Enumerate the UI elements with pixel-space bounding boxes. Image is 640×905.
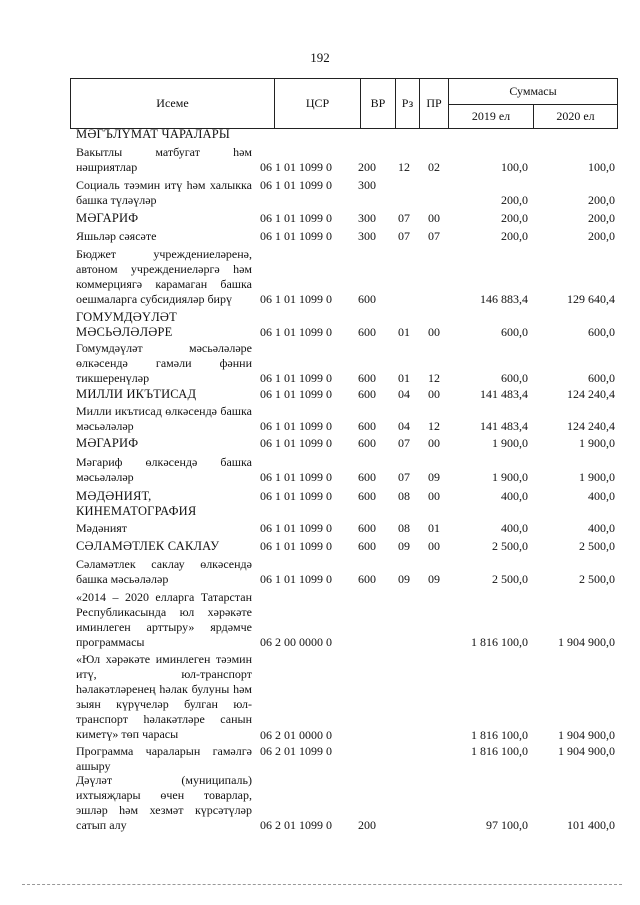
row-vr: 600 <box>358 470 376 484</box>
header-name: Исеме <box>70 78 275 129</box>
row-name: «2014 – 2020 елларга Татарстан Республикасында юл хәрәкәте иминлеген арттыру» ярдәмче программасы <box>76 590 252 649</box>
row-rz: 01 <box>398 325 410 339</box>
row-csr: 06 1 01 1099 0 <box>260 387 332 401</box>
row-name: ГОМУМДӘҮЛӘТ МӘСЬӘЛӘЛӘРЕ <box>76 310 177 339</box>
row-pr: 00 <box>428 387 440 401</box>
row-sum-2019: 141 483,4 <box>480 387 528 401</box>
row-name: Яшьләр сәясәте <box>76 229 157 243</box>
row-name: Милли икътисад өлкәсендә башка мәсьәләләр <box>76 404 252 433</box>
row-csr: 06 1 01 1099 0 <box>260 371 332 385</box>
row-sum-2019: 400,0 <box>501 521 528 535</box>
row-name: СӘЛАМӘТЛЕК САКЛАУ <box>76 539 220 553</box>
row-pr: 01 <box>428 521 440 535</box>
row-sum-2020: 2 500,0 <box>579 572 615 586</box>
row-csr: 06 1 01 1099 0 <box>260 211 332 225</box>
row-pr: 02 <box>428 160 440 174</box>
table-row <box>0 455 640 485</box>
table-row <box>0 590 640 650</box>
table-row <box>0 539 640 554</box>
row-name: МӘДӘНИЯТ, КИНЕМАТОГРАФИЯ <box>76 489 197 518</box>
row-sum-2019: 146 883,4 <box>480 292 528 306</box>
header-vr: ВР <box>360 78 396 129</box>
row-vr: 300 <box>358 211 376 225</box>
row-pr: 12 <box>428 371 440 385</box>
row-vr: 600 <box>358 436 376 450</box>
row-csr: 06 2 01 1099 0 <box>260 818 332 832</box>
row-name: МИЛЛИ ИКЪТИСАД <box>76 387 197 401</box>
header-year-2019: 2019 ел <box>448 104 534 129</box>
row-sum-2020: 600,0 <box>588 325 615 339</box>
row-rz: 04 <box>398 387 410 401</box>
row-csr: 06 1 01 1099 0 <box>260 178 332 192</box>
table-row <box>0 145 640 175</box>
row-rz: 09 <box>398 539 410 553</box>
row-name: Мәдәният <box>76 521 128 535</box>
row-name: Бюджет учреждениеләренә, автоном учреждениеләргә һәм коммерциягә карамаган башка оешмаларга субсидияләр бирү <box>76 247 252 306</box>
row-vr: 200 <box>358 160 376 174</box>
row-csr: 06 1 01 1099 0 <box>260 470 332 484</box>
row-sum-2019: 141 483,4 <box>480 419 528 433</box>
row-rz: 12 <box>398 160 410 174</box>
row-name: Вакытлы матбугат һәм нәшриятлар <box>76 145 252 174</box>
header-pr: ПР <box>419 78 449 129</box>
row-vr: 600 <box>358 572 376 586</box>
row-sum-2019: 600,0 <box>501 325 528 339</box>
row-sum-2020: 200,0 <box>588 229 615 243</box>
row-pr: 00 <box>428 539 440 553</box>
row-sum-2019: 200,0 <box>501 193 528 207</box>
table-row <box>0 211 640 226</box>
table-row <box>0 521 640 536</box>
row-csr: 06 1 01 1099 0 <box>260 419 332 433</box>
row-csr: 06 2 00 0000 0 <box>260 635 332 649</box>
row-name: Дәүләт (муниципаль) ихтыяҗлары өчен товарлар, эшләр һәм хезмәт күрсәтүләр сатып алу <box>76 773 252 832</box>
row-vr: 300 <box>358 229 376 243</box>
row-csr: 06 1 01 1099 0 <box>260 572 332 586</box>
row-rz: 07 <box>398 211 410 225</box>
row-sum-2020: 1 904 900,0 <box>558 728 615 742</box>
row-sum-2020: 129 640,4 <box>567 292 615 306</box>
header-sums: Суммасы <box>448 78 618 105</box>
table-row <box>0 744 640 774</box>
row-sum-2019: 1 816 100,0 <box>471 744 528 758</box>
table-row <box>0 178 640 208</box>
header-csr: ЦСР <box>274 78 361 129</box>
table-row <box>0 341 640 386</box>
row-sum-2019: 200,0 <box>501 229 528 243</box>
page-bottom-divider <box>22 884 622 885</box>
row-sum-2020: 124 240,4 <box>567 387 615 401</box>
row-name: МӘГАРИФ <box>76 436 139 450</box>
row-sum-2020: 101 400,0 <box>567 818 615 832</box>
row-csr: 06 1 01 1099 0 <box>260 325 332 339</box>
row-name: «Юл хәрәкәте иминлеген тәэмин итү, юл-транспорт һәлакәтләренең һәлак булуны һәм зыян күрүчеләр булган юл-транспорт һәлакәтләре санын киметү» төп чарасы <box>76 652 252 741</box>
table-row <box>0 652 640 743</box>
row-sum-2020: 1 900,0 <box>579 470 615 484</box>
row-name: МӘГАРИФ <box>76 211 139 225</box>
row-sum-2019: 2 500,0 <box>492 572 528 586</box>
row-pr: 00 <box>428 436 440 450</box>
row-rz: 07 <box>398 229 410 243</box>
row-pr: 09 <box>428 572 440 586</box>
table-row <box>0 557 640 587</box>
row-sum-2020: 400,0 <box>588 489 615 503</box>
row-pr: 12 <box>428 419 440 433</box>
row-sum-2019: 1 816 100,0 <box>471 728 528 742</box>
row-sum-2019: 100,0 <box>501 160 528 174</box>
row-sum-2020: 1 904 900,0 <box>558 744 615 758</box>
row-csr: 06 1 01 1099 0 <box>260 292 332 306</box>
row-vr: 300 <box>358 178 376 192</box>
row-rz: 08 <box>398 521 410 535</box>
row-vr: 600 <box>358 489 376 503</box>
row-sum-2019: 600,0 <box>501 371 528 385</box>
row-vr: 600 <box>358 371 376 385</box>
row-vr: 600 <box>358 292 376 306</box>
table-row <box>0 310 640 340</box>
row-pr: 07 <box>428 229 440 243</box>
row-pr: 00 <box>428 489 440 503</box>
row-vr: 600 <box>358 419 376 433</box>
table-row <box>0 404 640 434</box>
page-number: 192 <box>310 50 330 65</box>
row-sum-2019: 2 500,0 <box>492 539 528 553</box>
row-csr: 06 2 01 1099 0 <box>260 744 332 758</box>
row-sum-2020: 200,0 <box>588 211 615 225</box>
row-sum-2020: 400,0 <box>588 521 615 535</box>
table-row <box>0 773 640 833</box>
row-rz: 04 <box>398 419 410 433</box>
row-csr: 06 1 01 1099 0 <box>260 160 332 174</box>
row-pr: 09 <box>428 470 440 484</box>
row-name: Социаль тәэмин итү һәм халыкка башка түләүләр <box>76 178 252 207</box>
row-rz: 08 <box>398 489 410 503</box>
row-name: Мәгариф өлкәсендә башка мәсьәләләр <box>76 455 252 484</box>
row-vr: 600 <box>358 539 376 553</box>
row-pr: 00 <box>428 325 440 339</box>
row-rz: 01 <box>398 371 410 385</box>
row-sum-2020: 100,0 <box>588 160 615 174</box>
row-sum-2020: 124 240,4 <box>567 419 615 433</box>
row-rz: 07 <box>398 436 410 450</box>
row-sum-2020: 1 904 900,0 <box>558 635 615 649</box>
table-header <box>70 78 618 129</box>
row-name: Сәламәтлек саклау өлкәсендә башка мәсьәләләр <box>76 557 252 586</box>
row-sum-2019: 1 900,0 <box>492 436 528 450</box>
row-sum-2019: 1 816 100,0 <box>471 635 528 649</box>
row-csr: 06 2 01 0000 0 <box>260 728 332 742</box>
row-sum-2020: 600,0 <box>588 371 615 385</box>
row-csr: 06 1 01 1099 0 <box>260 521 332 535</box>
row-name: МӘГЪЛҮМАТ ЧАРАЛАРЫ <box>76 127 230 141</box>
row-sum-2019: 400,0 <box>501 489 528 503</box>
header-rz: Рз <box>395 78 420 129</box>
row-csr: 06 1 01 1099 0 <box>260 539 332 553</box>
row-sum-2019: 200,0 <box>501 211 528 225</box>
row-name: Программа чараларын гамәлгә ашыру <box>76 744 252 773</box>
table-row <box>0 247 640 307</box>
row-pr: 00 <box>428 211 440 225</box>
row-vr: 600 <box>358 325 376 339</box>
row-csr: 06 1 01 1099 0 <box>260 489 332 503</box>
row-sum-2020: 200,0 <box>588 193 615 207</box>
table-row <box>0 436 640 451</box>
table-row <box>0 127 640 143</box>
row-sum-2020: 2 500,0 <box>579 539 615 553</box>
row-csr: 06 1 01 1099 0 <box>260 229 332 243</box>
row-sum-2020: 1 900,0 <box>579 436 615 450</box>
row-rz: 07 <box>398 470 410 484</box>
row-vr: 600 <box>358 387 376 401</box>
row-sum-2019: 1 900,0 <box>492 470 528 484</box>
table-row <box>0 387 640 402</box>
row-vr: 200 <box>358 818 376 832</box>
row-sum-2019: 97 100,0 <box>486 818 528 832</box>
table-row <box>0 489 640 519</box>
table-row <box>0 229 640 244</box>
row-vr: 600 <box>358 521 376 535</box>
row-csr: 06 1 01 1099 0 <box>260 436 332 450</box>
row-rz: 09 <box>398 572 410 586</box>
header-year-2020: 2020 ел <box>533 104 618 129</box>
row-name: Гомумдәүләт мәсьәләләре өлкәсендә гамәли фәнни тикшеренүләр <box>76 341 252 385</box>
